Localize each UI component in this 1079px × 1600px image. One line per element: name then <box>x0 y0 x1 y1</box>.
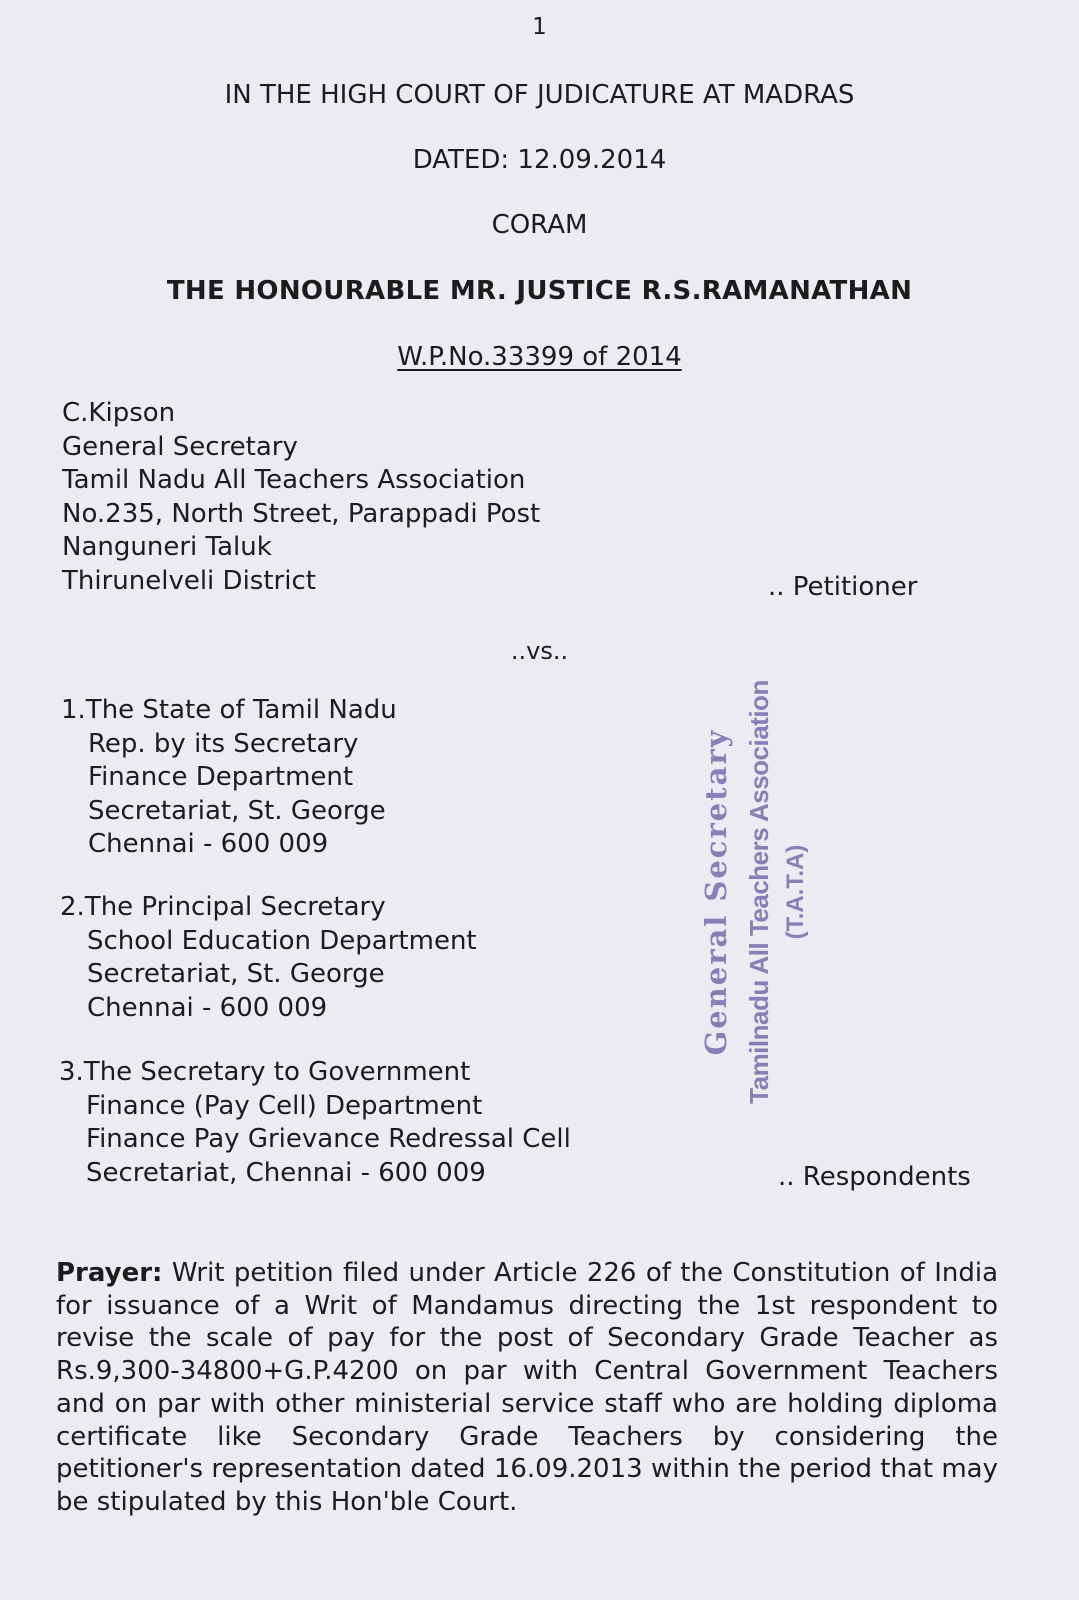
petitioner-address <box>62 397 540 598</box>
case-number-text: W.P.No.33399 of 2014 <box>397 342 682 372</box>
prayer-label: Prayer: <box>56 1258 163 1288</box>
respondent-2 <box>60 891 477 1025</box>
petitioner-line: Thirunelveli District <box>62 565 316 596</box>
petitioner-line: General Secretary <box>62 431 298 462</box>
respondent-line: Chennai - 600 009 <box>88 829 329 859</box>
petitioner-role: .. Petitioner <box>768 572 918 602</box>
respondent-line: Finance Department <box>88 762 354 792</box>
respondent-line: School Education Department <box>87 925 477 956</box>
respondent-line: Rep. by its Secretary <box>88 728 359 759</box>
prayer-text: Writ petition filed under Article 226 of the Constitution of India for issuance of a Writ of Mandamus directing the 1st respondent to revise the scale of pay for the post of Secondary Grade Teacher as Rs.9,300-34800+G.P.4200 on par with Central Government Teachers and on par with other ministerial service staff who are holding diploma certificate like Secondary Grade Teachers by considering the petitioner's representation dated 16.09.2013 within the period that may be stipulated by this Hon'ble Court. <box>56 1258 999 1517</box>
judge-name: THE HONOURABLE MR. JUSTICE R.S.RAMANATHAN <box>166 276 913 306</box>
respondent-title: 3.The Secretary to Government <box>59 1057 471 1087</box>
respondent-title: 1.The State of Tamil Nadu <box>61 695 397 725</box>
case-number <box>0 342 1079 372</box>
respondent-3 <box>59 1056 571 1190</box>
stamp-abbreviation: (T.A.T.A) <box>782 844 809 940</box>
prayer-paragraph <box>56 1257 998 1519</box>
association-rubber-stamp <box>693 662 843 1122</box>
court-name: IN THE HIGH COURT OF JUDICATURE AT MADRAS <box>224 80 855 110</box>
petitioner-line: Tamil Nadu All Teachers Association <box>62 465 526 495</box>
coram-heading: CORAM <box>491 210 588 240</box>
petitioner-line: Nanguneri Taluk <box>62 532 272 562</box>
order-date: DATED: 12.09.2014 <box>412 145 667 175</box>
respondent-title: 2.The Principal Secretary <box>60 892 386 922</box>
versus-separator: ..vs.. <box>510 637 569 665</box>
petitioner-line: C.Kipson <box>62 398 176 428</box>
respondent-line: Secretariat, St. George <box>88 795 386 826</box>
respondent-line: Chennai - 600 009 <box>87 992 328 1023</box>
respondent-line: Finance Pay Grievance Redressal Cell <box>86 1124 571 1154</box>
stamp-association: Tamilnadu All Teachers Association <box>744 680 774 1104</box>
respondent-line: Secretariat, Chennai - 600 009 <box>86 1157 486 1188</box>
respondent-line: Finance (Pay Cell) Department <box>86 1090 483 1121</box>
respondents-role: .. Respondents <box>778 1162 971 1192</box>
respondent-line: Secretariat, St. George <box>87 959 385 989</box>
respondent-1 <box>61 694 397 862</box>
stamp-title: General Secretary <box>699 728 733 1056</box>
petitioner-line: No.235, North Street, Parappadi Post <box>62 498 541 529</box>
page-number: 1 <box>532 14 547 40</box>
